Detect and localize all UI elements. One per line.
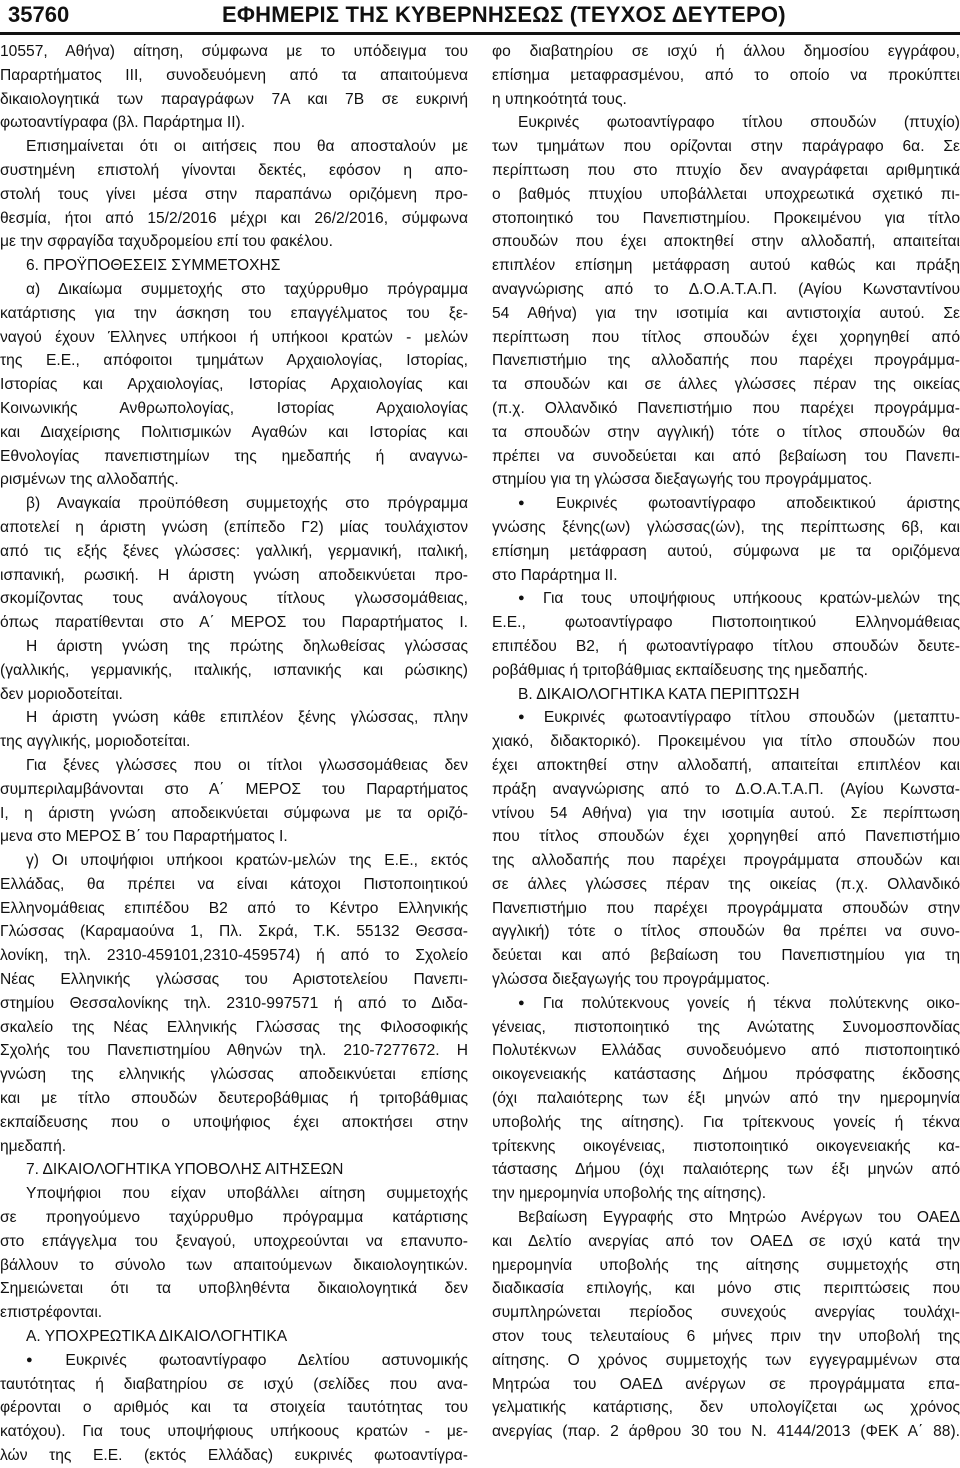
text-line: από τις εξής ξένες γλώσσες: γαλλική, γερμανική, ιταλική, <box>0 542 468 560</box>
text-line: Σχολής του Πανεπιστημίου Αθηνών τηλ. 210-7277672. Η <box>0 1042 468 1060</box>
text-line: Βεβαίωση Εγγραφής στο Μητρώο Ανέργων του ΟΑΕΔ <box>518 1209 960 1227</box>
text-line: σε προηγούμενο ταχύρρυθμο πρόγραμμα κατάρτισης <box>0 1209 468 1227</box>
text-line: λονίκη, τηλ. 2310-459101,2310-459574) ή από το Σχολείο <box>0 947 468 965</box>
right-column <box>492 40 960 1444</box>
text-line: κατάρτισης για την άσκηση του επαγγέλματος του ξε- <box>0 304 468 322</box>
text-line: Παραρτήματος ΙΙΙ, συνοδευόμενη από τα απαιτούμενα <box>0 66 468 84</box>
text-line: αποτελεί η άριστη γνώση (επίπεδο Γ2) μίας τουλάχιστον <box>0 518 468 536</box>
text-line: τρίτεκνης οικογένειας, πιστοποιητικό οικογενειακής κα- <box>492 1137 960 1155</box>
text-line: Εθνολογίας πανεπιστημίων της ημεδαπής ή αναγνω- <box>0 447 468 465</box>
text-line: Η άριστη γνώση κάθε επιπλέον ξένης γλώσσας, πλην <box>26 709 468 727</box>
text-line: περίπτωση που τίτλος σπουδών έχει χορηγηθεί από <box>492 328 960 346</box>
text-line: η υπηκοότητά τους. <box>492 90 627 108</box>
text-line: οικογενειακής κατάστασης Δήμου πρόσφατης έκδοσης <box>492 1066 960 1084</box>
text-line: Νέας Ελληνικής γλώσσας του Αριστοτελείου Πανεπι- <box>0 971 468 989</box>
text-line: που τίτλος σπουδών έχει χορηγηθεί από Πανεπιστήμιο <box>492 828 960 846</box>
text-line: υποβολής της αίτησης). Για τρίτεκνους γονείς ή τέκνα <box>492 1113 960 1131</box>
text-line: των τμημάτων που ορίζονται στην παράγραφο 6α. Σε <box>492 138 960 156</box>
text-line: έχει αποκτηθεί στην αλλοδαπή, απαιτείται επιπλέον και <box>492 756 960 774</box>
text-line: θεσμία, ήτοι από 15/2/2016 μέχρι και 26/2/2016, σύμφωνα <box>0 209 468 227</box>
text-line: γνώση της ελληνικής γλώσσας αποδεικνύεται επίσης <box>0 1066 468 1084</box>
text-line: τα σπουδών και σε άλλες γλώσσες πέραν της οικείας <box>492 376 960 394</box>
gazette-title: ΕΦΗΜΕΡΙΣ ΤΗΣ ΚΥΒΕΡΝΗΣΕΩΣ (ΤΕΥΧΟΣ ΔΕΥΤΕΡΟ) <box>222 2 786 27</box>
text-line: διαδικασία επιλογής, και μόνο στις περιπτώσεις που <box>492 1280 960 1298</box>
text-line: στον τους τελευταίους 6 μήνες πριν την υποβολή της <box>492 1328 960 1346</box>
text-line: ρισμένων της αλλοδαπής. <box>0 471 179 489</box>
text-line: δικαιολογητικά των παραγράφων 7Α και 7Β σε ευκρινή <box>0 90 468 108</box>
text-line: Πανεπιστήμιο που παρέχει προγράμματα σπουδών στην <box>492 899 960 917</box>
text-line: σκαλείο της Νέας Ελληνικής Γλώσσας της Φιλοσοφικής <box>0 1018 468 1036</box>
text-line: πρέπει να συνοδεύεται και από βεβαίωση του Πανεπι- <box>492 447 960 465</box>
text-line: στημίου για τη γλώσσα διεξαγωγής του προγράμματος. <box>492 471 873 489</box>
text-line: επιστρέφονται. <box>0 1304 103 1322</box>
text-line: επιπλέον επίσημη μετάφραση αυτού καθώς και πράξη <box>492 257 960 275</box>
page-number: 35760 <box>8 2 70 27</box>
text-line: σε άλλες γλώσσες πέραν της οικείας (π.χ. Ολλανδικό <box>492 875 960 893</box>
text-line: Ελληνομάθειας επιπέδου Β2 από το Κέντρο Ελληνικής <box>0 899 468 917</box>
text-line: ροβάθμιας ή τριτοβάθμιας εκπαίδευσης της ημεδαπής. <box>492 661 868 679</box>
text-line: γελματικής κατάρτισης, δεν υπολογίζεται ως χρόνος <box>492 1399 960 1417</box>
text-line: συμπεριλαμβάνονται στο Α΄ ΜΕΡΟΣ του Παραρτήματος <box>0 780 468 798</box>
text-line: στο επάγγελμα του ξεναγού, υποχρεούνται να επανυπο- <box>0 1232 468 1250</box>
text-line: επίσημη μετάφραση αυτού, σύμφωνα με τα οριζόμενα <box>492 542 960 560</box>
text-line: εκπαίδευσης που ο υποψήφιος έχει αποκτήσει στην <box>0 1113 468 1131</box>
text-line: (γαλλικής, γερμανικής, ιταλικής, ισπανικής και ρώσικης) <box>0 661 468 679</box>
text-line: και Διαχείρισης Πολιτισμικών Αγαθών και Ιστορίας και <box>0 423 468 441</box>
text-line: Ε.Ε., φωτοαντίγραφο Πιστοποιητικού Ελληνομάθειας <box>492 614 960 632</box>
text-line: ● Ευκρινές φωτοαντίγραφο Δελτίου αστυνομικής <box>0 1349 468 1373</box>
text-line: περίπτωση που στο πτυχίο δεν αναγράφεται αριθμητικά <box>492 161 960 179</box>
text-line: μενα στο ΜΕΡΟΣ Β΄ του Παραρτήματος Ι. <box>0 828 288 846</box>
text-line: ● Ευκρινές φωτοαντίγραφο τίτλου σπουδών (μεταπτυ- <box>492 706 960 730</box>
text-line: χιακό, διδακτορικό). Προκειμένου για τίτλο σπουδών που <box>492 733 960 751</box>
text-line: 54 Αθήνα) για την ισοτιμία και αντιστοιχία αυτού. Σε <box>492 304 960 322</box>
text-line: Ευκρινές φωτοαντίγραφο τίτλου σπουδών (πτυχίο) <box>518 114 960 132</box>
text-line: Ι, η άριστη γνώση αποδεικνύεται σύμφωνα με τα οριζό- <box>0 804 468 822</box>
text-line: αγγλική) τότε ο τίτλος σπουδών θα πρέπει να συνο- <box>492 923 960 941</box>
left-column <box>0 40 468 1468</box>
text-line: β) Αναγκαία προϋπόθεση συμμετοχής στο πρόγραμμα <box>26 495 468 513</box>
text-line: ταυτότητας ή διαβατηρίου σε ισχύ (σελίδες που ανα- <box>0 1375 468 1393</box>
text-line: και με τίτλο σπουδών δευτεροβάθμιας ή τριτοβάθμιας <box>0 1090 468 1108</box>
text-line: κατόχου). Για τους υποψήφιους υπήκοους κρατών - με- <box>0 1423 468 1441</box>
text-line: στο Παράρτημα ΙΙ. <box>492 566 618 584</box>
text-line: ● Για τους υποψήφιους υπήκοους κρατών-μελών της <box>492 587 960 611</box>
text-line: Επισημαίνεται ότι οι αιτήσεις που θα αποσταλούν με <box>26 138 468 156</box>
text-line: ημεδαπή. <box>0 1137 67 1155</box>
text-line: δεν μοριοδοτείται. <box>0 685 123 703</box>
text-line: της Ε.Ε., απόφοιτοι τμημάτων Αρχαιολογίας, Ιστορίας, <box>0 352 468 370</box>
text-line: Πολυτέκνων Ελλάδας συνοδευόμενο από πιστοποιητικό <box>492 1042 960 1060</box>
text-line: αίτησης. Ο χρόνος συμμετοχής των εγγεγραμμένων στα <box>492 1351 960 1369</box>
text-line: Σημειώνεται ότι τα υποβληθέντα δικαιολογητικά δεν <box>0 1280 468 1298</box>
text-line: πράξη αναγνώρισης από το Δ.Ο.Α.Τ.Α.Π. (Αγίου Κωνστα- <box>492 780 960 798</box>
text-line: φωτοαντίγραφα (βλ. Παράρτημα ΙΙ). <box>0 114 246 132</box>
header-rule <box>0 32 960 35</box>
text-line: Πανεπιστήμιο της αλλοδαπής που παρέχει προγράμμα- <box>492 352 960 370</box>
text-line: όπως παρατίθενται στο Α΄ ΜΕΡΟΣ του Παραρτήματος Ι. <box>0 614 468 632</box>
text-line: τα σπουδών στην αγγλική) τότε ο τίτλος σπουδών θα <box>492 423 960 441</box>
text-line: φέρονται ο αριθμός και τα στοιχεία ταυτότητας του <box>0 1399 468 1417</box>
text-line: Β. ΔΙΚΑΙΟΛΟΓΗΤΙΚΑ ΚΑΤΑ ΠΕΡΙΠΤΩΣΗ <box>518 685 800 703</box>
text-line: σκομίζοντας τους ανάλογους τίτλους γλωσσομάθειας, <box>0 590 468 608</box>
text-line: Ελλάδας, θα πρέπει να είναι κάτοχοι Πιστοποιητικού <box>0 875 468 893</box>
text-line: συστημένη επιστολή γίνονται δεκτές, εφόσον η απο- <box>0 161 468 179</box>
text-line: την ημερομηνία υποβολής της αίτησης). <box>492 1185 767 1203</box>
text-line: 10557, Αθήνα) αίτηση, σύμφωνα με το υπόδειγμα του <box>0 43 468 60</box>
text-line: τάστασης Δήμου (όχι παλαιότερης των έξι μηνών από <box>492 1161 960 1179</box>
text-line: ο βαθμός πτυχίου υποβάλλεται υποχρεωτικά σχετικό πι- <box>492 185 960 203</box>
text-line: ● Ευκρινές φωτοαντίγραφο αποδεικτικού άριστης <box>492 492 960 516</box>
text-line: γένειας, πιστοποιητικό της Ανώτατης Συνομοσπονδίας <box>492 1018 960 1036</box>
text-line: α) Δικαίωμα συμμετοχής στο ταχύρρυθμο πρόγραμμα <box>26 280 468 298</box>
text-line: γνώσης ξένης(ων) γλώσσας(ών), της περίπτωσης 6β, και <box>492 518 960 536</box>
text-line: επιπέδου Β2, ή φωτοαντίγραφο τίτλου σπουδών δευτε- <box>492 637 960 655</box>
text-line: επίσημα μεταφρασμένου, από το οποίο να προκύπτει <box>492 66 960 84</box>
text-line: 6. ΠΡΟΫΠΟΘΕΣΕΙΣ ΣΥΜΜΕΤΟΧΗΣ <box>26 257 281 275</box>
text-line: Α. ΥΠΟΧΡΕΩΤΙΚΑ ΔΙΚΑΙΟΛΟΓΗΤΙΚΑ <box>26 1328 288 1346</box>
text-line: (όχι παλαιότερης των έξι μηνών από την ημερομηνία <box>492 1090 960 1108</box>
text-line: ημερομηνία υποβολής της αίτησης συμμετοχής στη <box>492 1256 960 1274</box>
text-line: ναγού έχουν Έλληνες υπήκοοι ή υπήκοοι κρατών - μελών <box>0 328 468 346</box>
text-line: της αλλοδαπής που παρέχει προγράμματα σπουδών και <box>492 852 960 870</box>
text-line: αναγνώρισης από το Δ.Ο.Α.Τ.Α.Π. (Αγίου Κωνσταντίνου <box>492 280 960 298</box>
text-line: της αγγλικής, μοριοδοτείται. <box>0 733 191 751</box>
text-line: σπουδών που έχει αποκτηθεί στην αλλοδαπή, απαιτείται <box>492 233 960 251</box>
text-line: 7. ΔΙΚΑΙΟΛΟΓΗΤΙΚΑ ΥΠΟΒΟΛΗΣ ΑΙΤΗΣΕΩΝ <box>26 1161 344 1179</box>
text-line: Ιστορίας και Αρχαιολογίας, Ιστορίας Αρχαιολογίας και <box>0 376 468 394</box>
text-line: (π.χ. Ολλανδικό Πανεπιστήμιο που παρέχει προγράμμα- <box>492 399 960 417</box>
text-line: Η άριστη γνώση της πρώτης δηλωθείσας γλώσσας <box>26 637 468 655</box>
text-line: φο διαβατηρίου σε ισχύ ή άλλου δημοσίου εγγράφου, <box>492 43 960 60</box>
text-line: Υποψήφιοι που είχαν υποβάλλει αίτηση συμμετοχής <box>26 1185 468 1203</box>
text-line: ● Για πολύτεκνους γονείς ή τέκνα πολύτεκνης οικο- <box>492 992 960 1016</box>
text-line: και Δελτίο ανεργίας από τον ΟΑΕΔ σε ισχύ κατά την <box>492 1232 960 1250</box>
text-line: Για ξένες γλώσσες που οι τίτλοι γλωσσομάθειας δεν <box>26 756 468 774</box>
text-line: με την σφραγίδα ταχυδρομείου επί του φακέλου. <box>0 233 333 251</box>
text-line: ντίνου 54 Αθήνα) για την ισοτιμία αυτού. Σε περίπτωση <box>492 804 960 822</box>
text-line: ανεργίας (παρ. 2 άρθρου 30 του Ν. 4144/2013 (ΦΕΚ Α΄ 88). <box>492 1423 960 1441</box>
text-line: στοποιητικό του Πανεπιστημίου. Προκειμένου για τίτλο <box>492 209 960 227</box>
text-line: Κοινωνικής Ανθρωπολογίας, Ιστορίας Αρχαιολογίας <box>0 399 468 417</box>
text-line: Γλώσσας (Καραμαούνα 1, Πλ. Σκρά, Τ.Κ. 55132 Θεσσα- <box>0 923 468 941</box>
text-line: Μητρώα του ΟΑΕΔ ανέργων σε προγράμματα επα- <box>492 1375 960 1393</box>
text-line: λών της Ε.Ε. (εκτός Ελλάδας) ευκρινές φωτοαντίγρα- <box>0 1447 468 1465</box>
page-header <box>0 0 960 38</box>
text-line: συμπληρώνεται περίοδος συνεχούς ανεργίας τουλάχι- <box>492 1304 960 1322</box>
text-line: γλώσσα διεξαγωγής του προγράμματος. <box>492 971 770 989</box>
text-line: ισπανική, ρωσική. Η άριστη γνώση αποδεικνύεται προ- <box>0 566 468 584</box>
text-line: δεύεται και από βεβαίωση του Πανεπιστημίου για τη <box>492 947 960 965</box>
text-line: βάλλουν το σύνολο των απαιτούμενων δικαιολογητικών. <box>0 1256 468 1274</box>
text-line: γ) Οι υποψήφιοι υπήκοοι κρατών-μελών της Ε.Ε., εκτός <box>26 852 468 870</box>
text-line: στολή τους γίνει μέσα στην παραπάνω οριζόμενη προ- <box>0 185 468 203</box>
text-line: στημίου Θεσσαλονίκης τηλ. 2310-997571 ή από το Διδα- <box>0 994 468 1012</box>
